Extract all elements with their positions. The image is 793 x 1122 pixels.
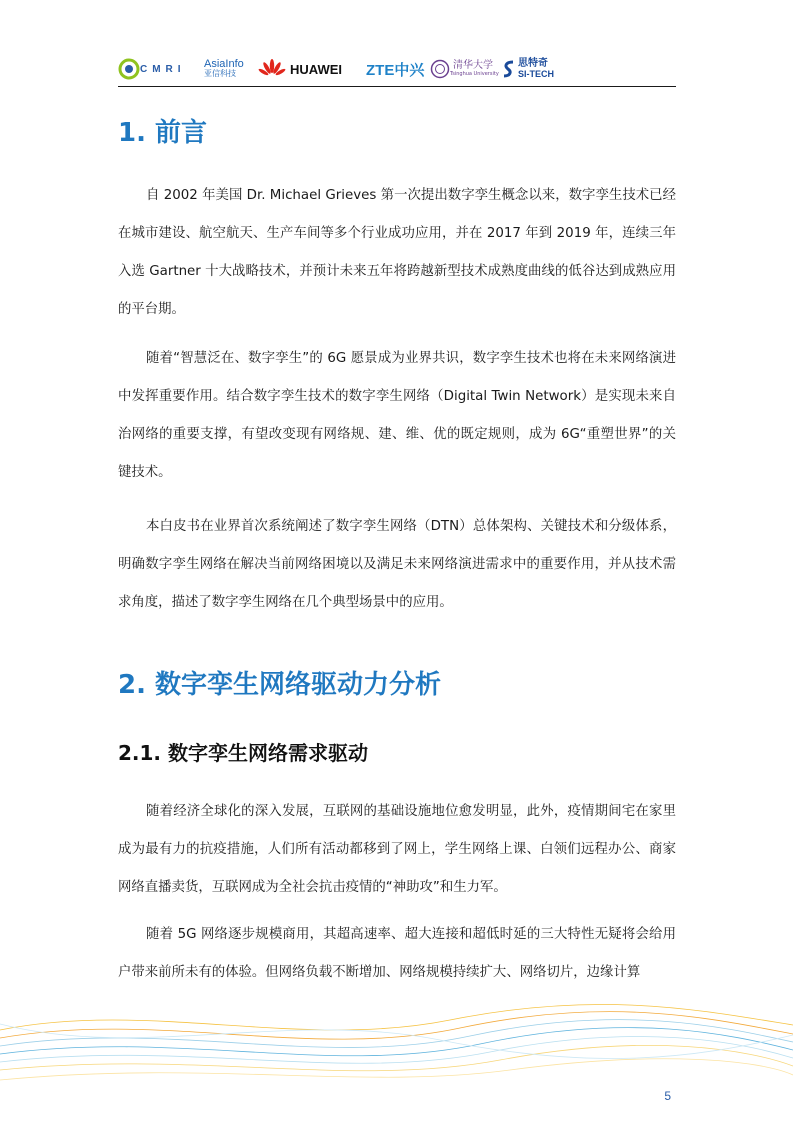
asiainfo-logo: [204, 52, 244, 86]
decorative-waves: [0, 990, 793, 1090]
header-logo-bar: [118, 52, 678, 86]
cmri-logo-text: CMRI: [140, 63, 186, 75]
tsinghua-logo-text: 清华大学: [453, 60, 493, 71]
asiainfo-logo-cn: 亚信科技: [204, 69, 236, 78]
zte-logo-text: ZTE中兴: [366, 61, 425, 79]
zte-logo: [366, 52, 424, 86]
section-2-heading: 2. 数字孪生网络驱动力分析: [118, 670, 442, 700]
asiainfo-logo-en: AsiaInfo: [204, 58, 244, 70]
section-2-1-heading: 2.1. 数字孪生网络需求驱动: [118, 741, 368, 765]
section-1-paragraph-2: 随着“智慧泛在、数字孪生”的 6G 愿景成为业界共识，数字孪生技术也将在未来网络演进中发挥重要作用。结合数字孪生技术的数字孪生网络（Digital Twin Network）是实现未来自治网络的重要支撑，有望改变现有网络规、建、维、优的既定规则，成为 6G“重塑世界”的关键技术。: [118, 351, 676, 480]
huawei-logo: [258, 52, 342, 86]
tsinghua-logo-subtext: Tsinghua University: [450, 71, 499, 77]
header-divider: [118, 86, 676, 87]
sitech-logo: [502, 52, 554, 86]
cmri-emblem-icon: [118, 58, 140, 80]
huawei-petal-icon: [258, 58, 286, 80]
tsinghua-seal-icon: [430, 59, 450, 79]
section-1-paragraph-3: 本白皮书在业界首次系统阐述了数字孪生网络（DTN）总体架构、关键技术和分级体系，明确数字孪生网络在解决当前网络困境以及满足未来网络演进需求中的重要作用，并从技术需求角度，描述了数字孪生网络在几个典型场景中的应用。: [118, 519, 676, 610]
cmri-logo: [118, 52, 186, 86]
page-number: 5: [664, 1089, 671, 1103]
sitech-mark-icon: [502, 60, 516, 78]
section-2-1-paragraph-2: 随着 5G 网络逐步规模商用，其超高速率、超大连接和超低时延的三大特性无疑将会给用户带来前所未有的体验。但网络负载不断增加、网络规模持续扩大、网络切片，边缘计算: [118, 927, 676, 980]
sitech-logo-cn: 思特奇: [518, 58, 548, 69]
section-1-heading: 1. 前言: [118, 118, 208, 148]
huawei-logo-text: HUAWEI: [290, 61, 342, 77]
sitech-logo-en: SI-TECH: [518, 69, 554, 79]
section-2-1-paragraph-1: 随着经济全球化的深入发展，互联网的基础设施地位愈发明显，此外，疫情期间宅在家里成为最有力的抗疫措施，人们所有活动都移到了网上，学生网络上课、白领们远程办公、商家网络直播卖货，互联网成为全社会抗击疫情的“神助攻”和生力军。: [118, 804, 676, 895]
section-1-paragraph-1: 自 2002 年美国 Dr. Michael Grieves 第一次提出数字孪生概念以来，数字孪生技术已经在城市建设、航空航天、生产车间等多个行业成功应用，并在 2017 年到 2019 年，连续三年入选 Gartner 十大战略技术，并预计未来五年将跨越新型技术成熟度曲线的低谷达到成熟应用的平台期。: [118, 188, 676, 317]
tsinghua-logo: [430, 52, 499, 86]
